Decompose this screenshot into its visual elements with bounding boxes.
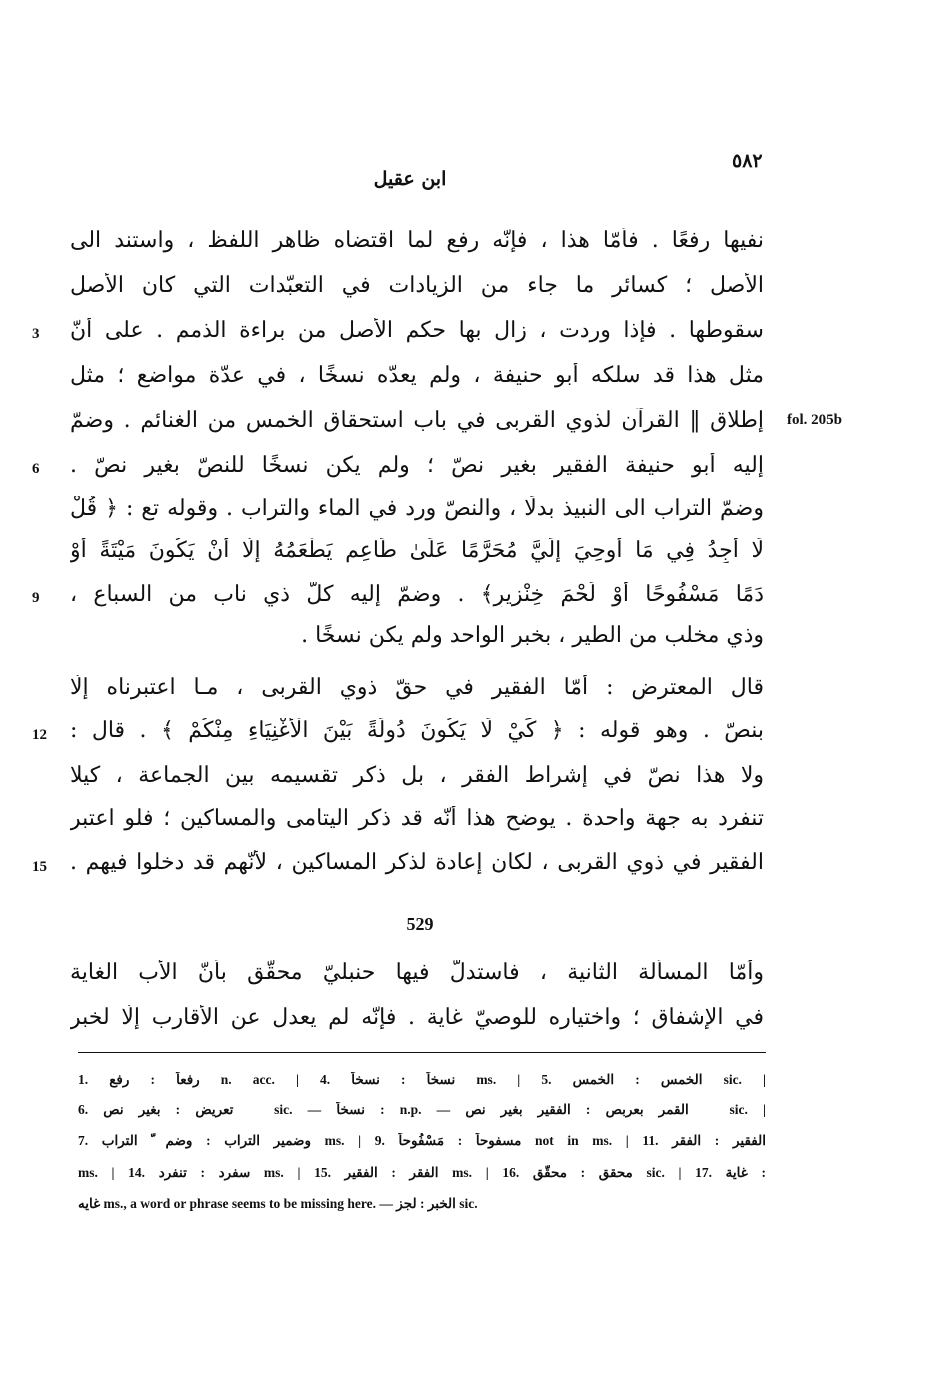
body-line-13: ولا هذا نصّ في إشراط الفقر ، بل ذكر تقسيمه بين الجماعة ، كيلا: [70, 763, 764, 788]
footnote-line-3: 7. وضمير التراب : وضم ّ التراب ms. | 9. مسفوحاً : مَسْفُوحاً not in ms. | 11. الفقير : الفقر: [78, 1133, 766, 1148]
body-line-14: تنفرد به جهة واحدة . يوضح هذا أنّه قد ذكر اليتامى والمساكين ؛ فلو اعتبر: [70, 806, 764, 831]
footnote-line-4: ms. | 14. سفرد : تنفرد ms. | 15. الفقر : الفقير ms. | 16. محقق : محقّق sic. | 17. غاية :: [78, 1165, 766, 1180]
footnote-line-5: غايه ms., a word or phrase seems to be missing here. — الخبر : لجز sic.: [78, 1196, 478, 1211]
folio-reference: fol. 205b: [787, 412, 843, 428]
line-number-6: 6: [32, 461, 40, 477]
section-line-1: وأمّا المسألة الثانية ، فاستدلّ فيها حنبليّ محقّق بأنّ الأب الغاية: [70, 960, 764, 985]
line-number-12: 12: [32, 727, 47, 743]
body-line-7: وضمّ التراب الى النبيذ بدلًا ، والنصّ ورد في الماء والتراب . وقوله تع : ﴿ قُلْ: [70, 496, 764, 521]
running-head: ابن عقيل: [373, 168, 447, 190]
body-line-12: بنصّ . وهو قوله : ﴿ كَيْ لَا يَكُونَ دُولَةً بَيْنَ الْأَغْنِيَاءِ مِنْكُمْ ﴾ . قال :: [70, 718, 764, 743]
body-line-4: مثل هذا قد سلكه أبو حنيفة ، ولم يعدّه نسخًا ، في عدّة مواضع ؛ مثل: [70, 363, 764, 388]
page-number: ٥٨٢: [732, 150, 763, 172]
section-line-2: في الإشفاق ؛ واختياره للوصيّ غاية . فإنّه لم يعدل عن الأقارب إلّا لخبر: [70, 1005, 764, 1030]
body-line-6: إليه أبو حنيفة الفقير بغير نصّ ؛ ولم يكن نسخًا للنصّ بغير نصّ .: [70, 453, 764, 478]
footnote-rule: [78, 1052, 766, 1053]
body-line-9: دَمًا مَسْفُوحًا أَوْ لَحْمَ خِنْزِيرٍ﴾ . وضمّ إليه كلّ ذي ناب من السباع ،: [70, 582, 764, 607]
body-line-15: الفقير في ذوي القربى ، لكان إعادة لذكر المساكين ، لأنّهم قد دخلوا فيهم .: [70, 850, 764, 875]
body-line-2: الأصل ؛ كسائر ما جاء من الزيادات في التعبّدات التي كان الأصل: [70, 273, 764, 298]
body-line-8: لَا أَجِدُ فِي مَا أُوحِيَ إِلَيَّ مُحَرَّمًا عَلَىٰ طَاعِمٍ يَطْعَمُهُ إِلَّا أَنْ يَكُونَ مَيْتَةً أَوْ: [70, 538, 764, 563]
body-line-11: قال المعترض : أمّا الفقير في حقّ ذوي القربى ، مـا اعتبرناه إلّا: [70, 675, 764, 700]
line-number-3: 3: [32, 326, 40, 342]
body-line-10: وذي مخلب من الطير ، بخبر الواحد ولم يكن نسخًا .: [301, 623, 764, 648]
line-number-9: 9: [32, 590, 40, 606]
line-number-15: 15: [32, 859, 47, 875]
body-line-5: إطلاق ‖ القرآن لذوي القربى في باب استحقاق الخمس من الغنائم . وضمّ: [70, 408, 764, 433]
footnote-line-2: 6. تعريض : بغير نص ّ sic. — نسخاً : n.p. — القمر بعربص : الفقير بغير نص ّ sic. |: [78, 1102, 766, 1117]
section-number: 529: [406, 914, 434, 934]
body-line-1: نفيها رفعًا . فأمّا هذا ، فإنّه رفع لما اقتضاه ظاهر اللفظ ، واستند الى: [70, 228, 764, 253]
body-line-3: سقوطها . فإذا وردت ، زال بها حكم الأصل من براءة الذمم . على أنّ: [70, 318, 764, 343]
footnote-line-1: 1. رفعاً : رفع n. acc. | 4. نسخاً : نسخاً ms. | 5. الخمس : الخمس sic. |: [78, 1072, 766, 1087]
